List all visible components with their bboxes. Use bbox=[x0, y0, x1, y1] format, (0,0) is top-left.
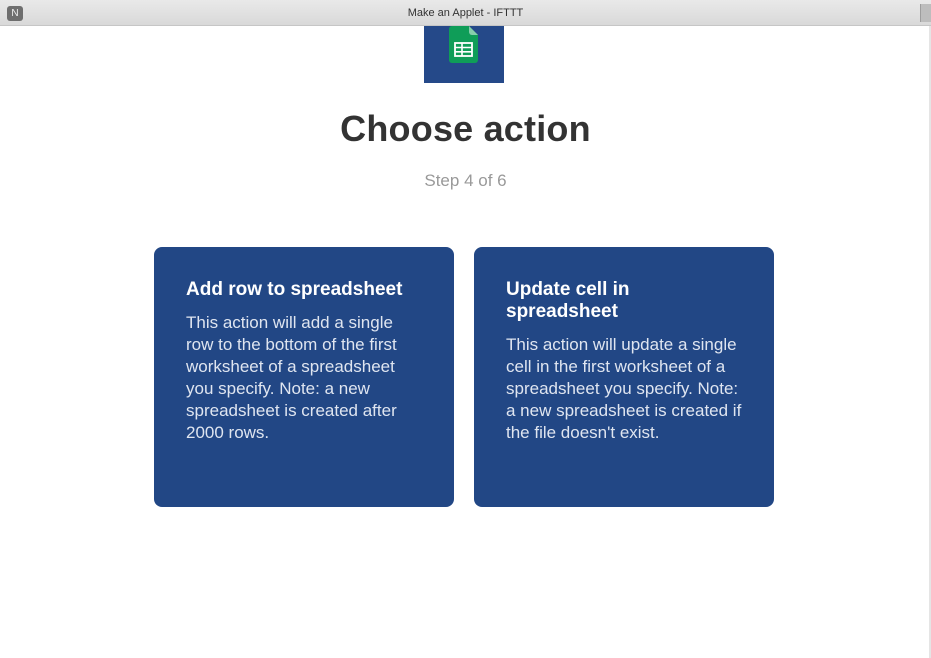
window-title: Make an Applet - IFTTT bbox=[407, 7, 524, 19]
app-icon: N bbox=[7, 6, 23, 21]
google-sheets-icon bbox=[449, 26, 479, 63]
action-card-description: This action will add a single row to the bottom of the first worksheet of a spreadsheet you specify. Note: a new spreadsheet is created after 2000 rows. bbox=[186, 313, 397, 442]
step-indicator: Step 4 of 6 bbox=[424, 171, 507, 190]
google-sheets-service-logo bbox=[424, 26, 504, 83]
window-titlebar bbox=[0, 0, 931, 26]
window-edge-control[interactable] bbox=[920, 4, 931, 22]
action-card-title: Add row to spreadsheet bbox=[186, 279, 403, 300]
page-title: Choose action bbox=[340, 108, 591, 149]
action-card-title: Update cell in spreadsheet bbox=[506, 279, 630, 322]
action-card-description: This action will update a single cell in the first worksheet of a spreadsheet you specify. Note: a new spreadsheet is created if the file doesn't exist. bbox=[506, 335, 742, 442]
action-card-update-cell[interactable] bbox=[474, 247, 774, 507]
action-card-add-row[interactable] bbox=[154, 247, 454, 507]
